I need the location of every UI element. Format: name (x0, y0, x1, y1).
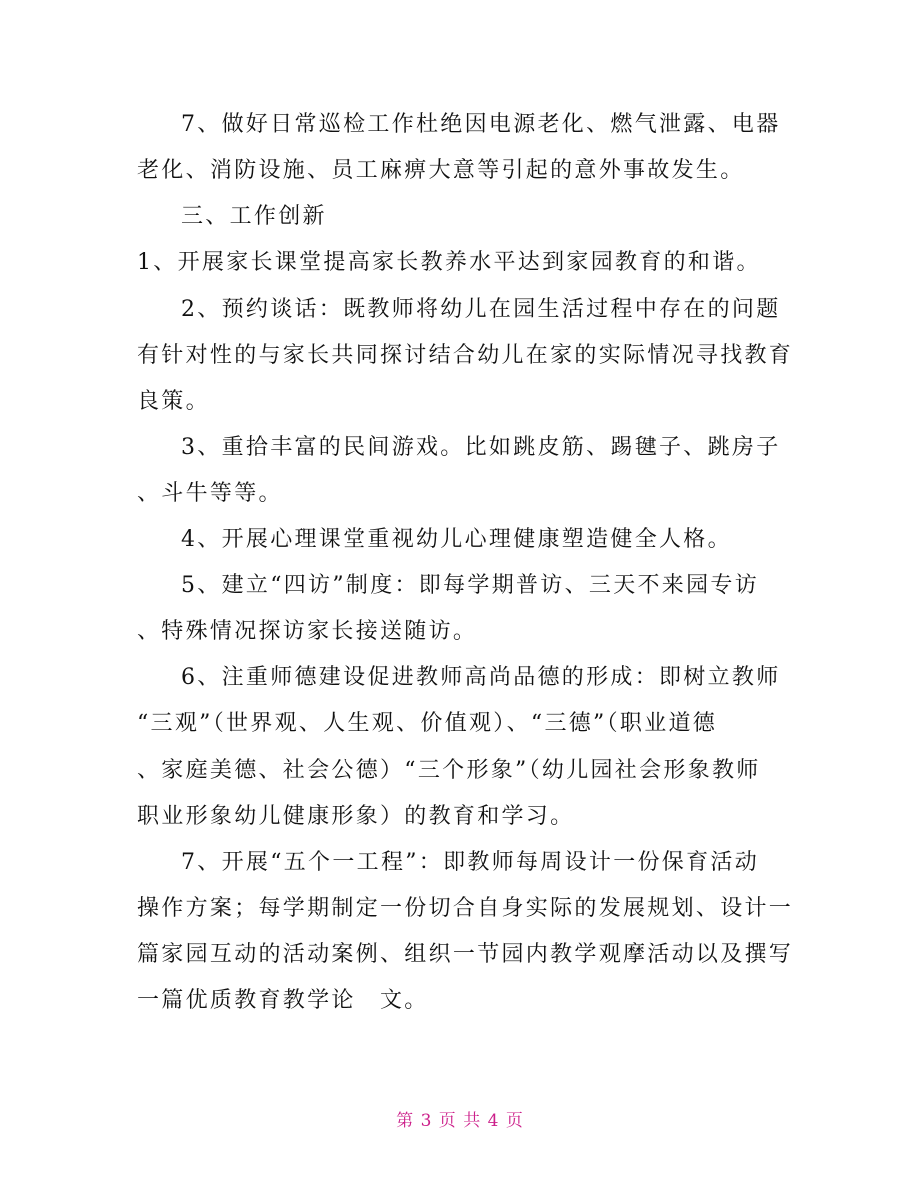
paragraph-line: 有针对性的与家长共同探讨结合幼儿在家的实际情况寻找教育 (137, 343, 794, 368)
paragraph-line: 1、开展家长课堂提高家长教养水平达到家园教育的和谐。 (137, 250, 761, 275)
paragraph-line: 良策。 (137, 389, 210, 414)
page-footer: 第 3 页 共 4 页 (396, 1111, 524, 1131)
section-heading: 三、工作创新 (181, 204, 327, 229)
paragraph-line: 操作方案；每学期制定一份切合自身实际的发展规划、设计一 (137, 896, 794, 921)
paragraph-line: 一篇优质教育教学论 文。 (137, 988, 429, 1013)
paragraph-line: 、特殊情况探访家长接送随访。 (137, 619, 478, 644)
paragraph-line: 、斗牛等等。 (137, 481, 283, 506)
paragraph-line: 篇家园互动的活动案例、组织一节园内教学观摩活动以及撰写 (137, 942, 794, 967)
paragraph-line: “三观”（世界观、人生观、价值观）、“三德”（职业道德 (137, 711, 718, 736)
paragraph-line: 7、做好日常巡检工作杜绝因电源老化、燃气泄露、电器 (181, 112, 781, 137)
paragraph-line: 、家庭美德、社会公德）“三个形象”（幼儿园社会形象教师 (137, 758, 761, 783)
paragraph-line: 6、注重师德建设促进教师高尚品德的形成：即树立教师 (181, 665, 781, 690)
paragraph-line: 2、预约谈话：既教师将幼儿在园生活过程中存在的问题 (181, 297, 781, 322)
paragraph-line: 4、开展心理课堂重视幼儿心理健康塑造健全人格。 (181, 527, 732, 552)
paragraph-line: 5、建立“四访”制度：即每学期普访、三天不来园专访 (181, 573, 759, 598)
paragraph-line: 老化、消防设施、员工麻痹大意等引起的意外事故发生。 (137, 158, 745, 183)
paragraph-line: 3、重拾丰富的民间游戏。比如跳皮筋、踢毽子、跳房子 (181, 435, 781, 460)
paragraph-line: 7、开展“五个一工程”：即教师每周设计一份保育活动 (181, 850, 759, 875)
paragraph-line: 职业形象幼儿健康形象）的教育和学习。 (137, 804, 575, 829)
